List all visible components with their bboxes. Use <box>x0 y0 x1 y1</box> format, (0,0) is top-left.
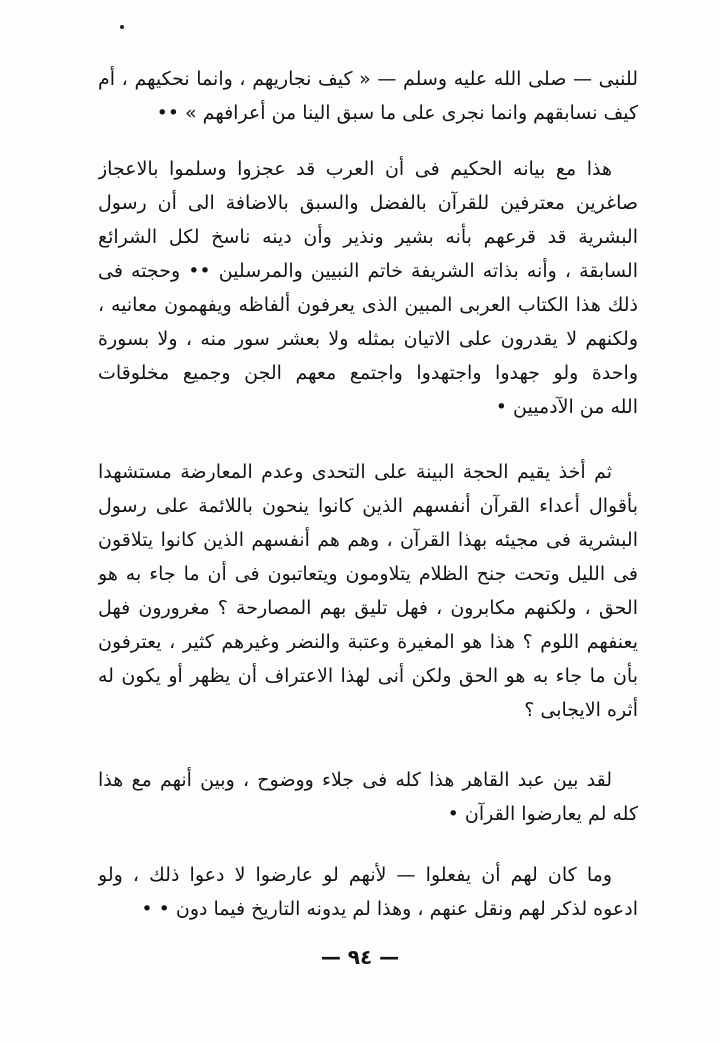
text-line: يعنفهم اللوم ؟ هذا هو المغيرة وعتبة والنضر وغيرهم كثير ، يعترفون <box>98 631 638 653</box>
text-line: الله من الآدميين • <box>495 396 638 418</box>
text-line: ثم أخذ يقيم الحجة البينة على التحدى وعدم المعارضة مستشهدا <box>98 461 612 483</box>
text-line: السابقة ، وأنه بذاته الشريفة خاتم النبيين والمرسلين •• وحجته فى <box>98 260 638 282</box>
text-line: وما كان لهم أن يفعلوا — لأنهم لو عارضوا لا دعوا ذلك ، ولو <box>98 864 612 886</box>
text-line: الحق ، ولكنهم مكابرون ، فهل تليق بهم المصارحة ؟ مغرورون فهل <box>98 597 638 619</box>
text-line: البشرية قد قرعهم بأنه بشير ونذير وأن دينه ناسخ لكل الشرائع <box>98 226 638 248</box>
text-line: كيف نسابقهم وانما نجرى على ما سبق الينا من أعرافهم » •• <box>156 102 638 124</box>
paragraph-2 <box>98 152 638 424</box>
page-speck <box>120 25 124 29</box>
text-line: كله لم يعارضوا القرآن • <box>447 803 638 825</box>
paragraph-3 <box>98 455 638 727</box>
text-line: للنبى — صلى الله عليه وسلم — « كيف نجاريهم ، وانما نحكيهم ، أم <box>98 68 638 90</box>
text-line: لقد بين عبد القاهر هذا كله فى جلاء ووضوح ، وبين أنهم مع هذا <box>98 769 612 791</box>
text-line: ادعوه لذكر لهم ونقل عنهم ، وهذا لم يدونه التاريخ فيما دون • • <box>141 898 638 920</box>
page-number: — ٩٤ — <box>320 945 400 969</box>
text-line: ولكنهم لا يقدرون على الاتيان بمثله ولا بعشر سور منه ، ولا بسورة <box>98 328 638 350</box>
text-line: صاغرين معترفين للقرآن بالفضل والسبق بالاضافة الى أن رسول <box>98 192 638 214</box>
text-line: هذا مع بيانه الحكيم فى أن العرب قد عجزوا وسلموا بالاعجاز <box>98 158 612 180</box>
paragraph-4 <box>98 763 638 831</box>
text-line: بأقوال أعداء القرآن أنفسهم الذين كانوا ينحون باللائمة على رسول <box>98 495 638 517</box>
text-line: أثره الايجابى ؟ <box>524 699 638 721</box>
text-line: ذلك هذا الكتاب العربى المبين الذى يعرفون ألفاظه ويفهمون معانيه ، <box>98 294 638 316</box>
text-line: فى الليل وتحت جنح الظلام يتلاومون ويتعاتبون فى أن ما جاء به هو <box>98 563 638 585</box>
text-line: واحدة ولو جهدوا واجتهدوا واجتمع معهم الجن وجميع مخلوقات <box>98 362 638 384</box>
text-line: البشرية فى مجيئه بهذا القرآن ، وهم هم أنفسهم الذين كانوا يتلاقون <box>98 529 638 551</box>
text-line: بأن ما جاء به هو الحق ولكن أنى لهذا الاعتراف أن يظهر أو يكون له <box>98 665 638 687</box>
paragraph-1 <box>98 62 638 130</box>
paragraph-5 <box>98 858 638 926</box>
